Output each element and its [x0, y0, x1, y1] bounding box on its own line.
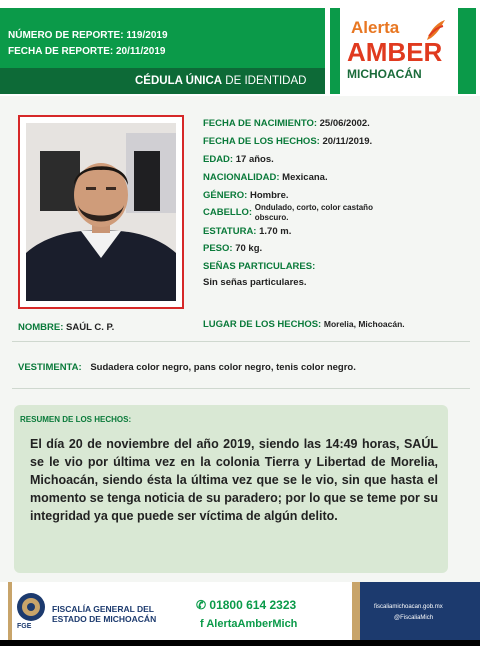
birth-date: FECHA DE NACIMIENTO: 25/06/2002.	[203, 118, 370, 129]
divider	[12, 341, 470, 342]
summary-text: El día 20 de noviembre del año 2019, siendo las 14:49 horas, SAÚL se le vio por última vez en la colonia Tierra y Libertad de Morelia, Michoacán, siendo ésta la última vez que se le vio, sin que hasta el momento se tenga noticia de su paradero; por lo que se teme por su integridad ya que puede ser víctima de algún delito.	[30, 437, 438, 523]
marks-value: Sin señas particulares.	[203, 277, 307, 288]
weight: PESO: 70 kg.	[203, 243, 263, 254]
clothing: VESTIMENTA: Sudadera color negro, pans color negro, tenis color negro.	[18, 362, 356, 373]
fiscalia-name: FISCALÍA GENERAL DEL ESTADO DE MICHOACÁN	[52, 604, 157, 624]
alerta-amber-logo: Alerta AMBER MICHOACÁN	[343, 12, 453, 90]
person-name: NOMBRE: SAÚL C. P.	[18, 322, 115, 333]
phone-icon: ✆	[196, 598, 207, 612]
report-date-row: FECHA DE REPORTE: 20/11/2019	[8, 46, 166, 57]
photo-image	[26, 123, 176, 301]
phone: ✆ 01800 614 2323	[196, 598, 297, 612]
facebook-icon: f	[200, 618, 204, 630]
twitter-handle: @FiscaliaMich	[394, 615, 434, 621]
footer-accent	[352, 582, 360, 640]
fge-seal-icon	[16, 592, 46, 622]
divider	[12, 388, 470, 389]
report-banner	[0, 8, 325, 68]
green-strip-right	[458, 8, 476, 94]
person-photo	[18, 115, 184, 309]
bird-icon	[425, 18, 447, 44]
cedula-title: CÉDULA ÚNICA DE IDENTIDAD	[135, 75, 307, 87]
cedula-banner	[0, 68, 325, 94]
fge-label: FGE	[17, 623, 32, 630]
report-number-row: NÚMERO DE REPORTE: 119/2019	[8, 30, 168, 41]
website: fiscaliamichoacan.gob.mx	[374, 604, 443, 610]
hair: CABELLO: Ondulado, corto, color castaño obscuro.	[203, 203, 373, 222]
event-place: LUGAR DE LOS HECHOS: Morelia, Michoacán.	[203, 319, 405, 330]
event-date: FECHA DE LOS HECHOS: 20/11/2019.	[203, 136, 373, 147]
facebook: f AlertaAmberMich	[200, 618, 298, 630]
green-strip-left	[330, 8, 340, 94]
footer	[0, 582, 480, 640]
age: EDAD: 17 años.	[203, 154, 274, 165]
marks-label: SEÑAS PARTICULARES:	[203, 261, 316, 272]
footer-accent	[8, 582, 12, 640]
summary-box	[14, 405, 448, 573]
gender: GÉNERO: Hombre.	[203, 190, 289, 201]
footer-contact-panel	[360, 582, 480, 640]
nationality: NACIONALIDAD: Mexicana.	[203, 172, 328, 183]
summary-heading: RESUMEN DE LOS HECHOS:	[20, 415, 132, 424]
height: ESTATURA: 1.70 m.	[203, 226, 292, 237]
bottom-edge	[0, 640, 480, 646]
